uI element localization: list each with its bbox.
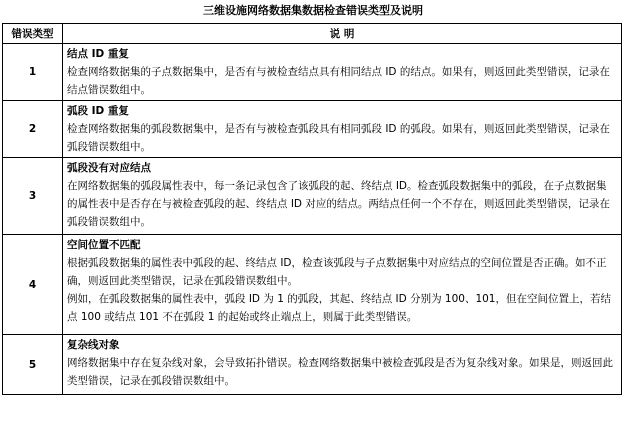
error-title: 空间位置不匹配 — [67, 239, 141, 251]
error-text: 检查网络数据集的弧段数据集中，是否有与被检查弧段具有相同弧段 ID 的弧段。如果有，则返回此类型错误，记录在弧段错误数组中。 — [67, 123, 610, 153]
header-error-type: 错误类型 — [3, 24, 63, 44]
header-description: 说 明 — [63, 24, 622, 44]
error-title: 弧段没有对应结点 — [67, 162, 151, 174]
error-number: 3 — [3, 158, 63, 235]
error-number: 4 — [3, 235, 63, 335]
table-row — [3, 235, 622, 335]
error-title: 弧段 ID 重复 — [67, 105, 129, 117]
table-header-row — [3, 24, 622, 44]
error-text: 根据弧段数据集的属性表中弧段的起、终结点 ID，检查该弧段与子点数据集中对应结点的空间位置是否正确。如不正确，则返回此类型错误，记录在弧段错误数组中。 — [67, 257, 607, 287]
error-types-table — [2, 23, 622, 395]
error-number: 1 — [3, 44, 63, 101]
error-number: 5 — [3, 335, 63, 395]
error-description — [63, 235, 622, 335]
error-example-text: 例如，在弧段数据集的属性表中，弧段 ID 为 1 的弧段，其起、终结点 ID 分别为 100、101，但在空间位置上，若结点 100 或结点 101 不在弧段 1 的起始或终止端点上，则属于此类型错误。 — [67, 293, 611, 323]
error-title: 结点 ID 重复 — [67, 48, 129, 60]
error-description — [63, 335, 622, 395]
error-title: 复杂线对象 — [67, 339, 120, 351]
table-row — [3, 44, 622, 101]
error-text: 检查网络数据集的子点数据集中，是否有与被检查结点具有相同结点 ID 的结点。如果有，则返回此类型错误，记录在结点错误数组中。 — [67, 66, 610, 96]
error-text: 网络数据集中存在复杂线对象，会导致拓扑错误。检查网络数据集中被检查弧段是否为复杂线对象。如果是，则返回此类型错误，记录在弧段错误数组中。 — [67, 357, 613, 387]
table-row — [3, 101, 622, 158]
error-text: 在网络数据集的弧段属性表中，每一条记录包含了该弧段的起、终结点 ID。检查弧段数据集中的弧段，在子点数据集的属性表中是否存在与被检查弧段的起、终结点 ID 对应的结点。两结点任何一个不存在，则返回此类型错误，记录在弧段错误数组中。 — [67, 180, 610, 228]
table-title: 三维设施网络数据集数据检查错误类型及说明 — [203, 4, 423, 17]
error-description — [63, 101, 622, 158]
table-row — [3, 335, 622, 395]
error-number: 2 — [3, 101, 63, 158]
error-description — [63, 158, 622, 235]
table-row — [3, 158, 622, 235]
error-description — [63, 44, 622, 101]
